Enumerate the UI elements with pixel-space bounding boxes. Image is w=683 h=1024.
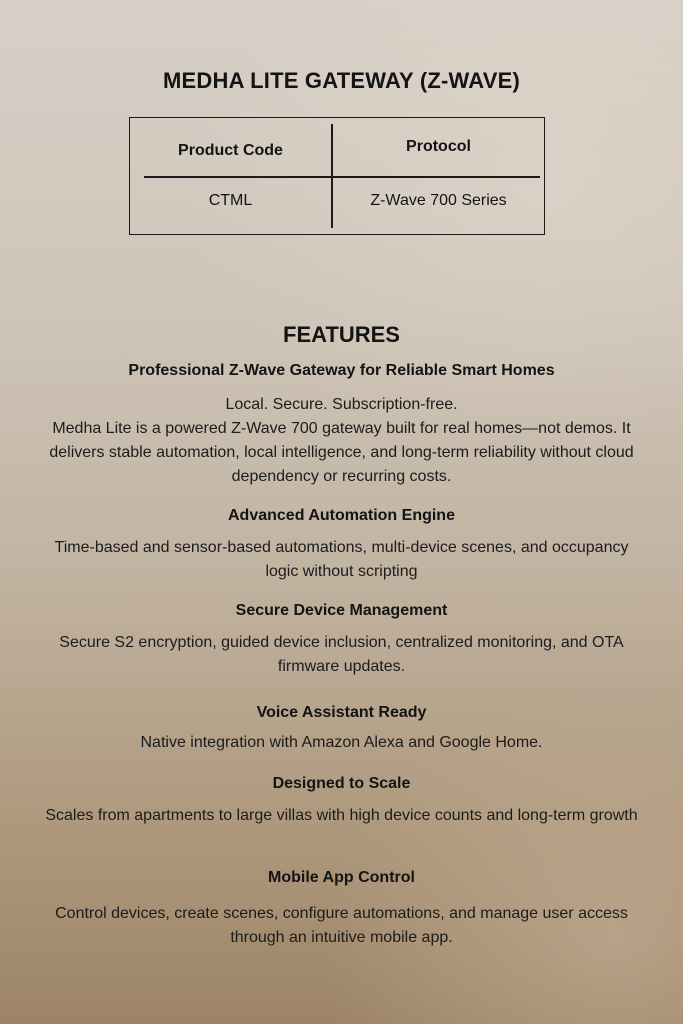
table-cell-protocol: Z-Wave 700 Series <box>370 192 507 209</box>
feature-body: Medha Lite is a powered Z-Wave 700 gateway built for real homes—not demos. It delivers stable automation, local intelligence, and long-term reliability without cloud dependency or recurring costs. <box>49 420 634 485</box>
feature-body: Native integration with Amazon Alexa and Google Home. <box>140 734 543 751</box>
table-header-protocol: Protocol <box>406 138 471 155</box>
table-cell-product-code: CTML <box>208 192 253 209</box>
feature-title: Mobile App Control <box>268 869 415 886</box>
feature-title: Professional Z-Wave Gateway for Reliable Smart Homes <box>128 362 555 379</box>
feature-device-management <box>40 601 643 679</box>
features-heading: FEATURES <box>283 322 400 347</box>
spec-table <box>129 117 545 235</box>
page-title: MEDHA LITE GATEWAY (Z-WAVE) <box>163 68 520 93</box>
feature-tagline: Local. Secure. Subscription-free. <box>225 396 458 413</box>
feature-title: Secure Device Management <box>235 602 448 619</box>
feature-voice-assistant <box>40 703 643 755</box>
feature-body: Secure S2 encryption, guided device inclusion, centralized monitoring, and OTA firmware updates. <box>59 634 624 675</box>
feature-body: Scales from apartments to large villas with high device counts and long-term growth <box>45 807 638 824</box>
feature-title: Designed to Scale <box>272 775 411 792</box>
feature-scale <box>40 774 643 828</box>
table-header-product-code: Product Code <box>178 142 283 159</box>
table-row-divider <box>144 176 540 178</box>
feature-body: Control devices, create scenes, configure automations, and manage user access through an intuitive mobile app. <box>55 905 628 946</box>
feature-title: Voice Assistant Ready <box>256 704 427 721</box>
feature-automation <box>40 506 643 584</box>
feature-body: Time-based and sensor-based automations, multi-device scenes, and occupancy logic without scripting <box>54 539 629 580</box>
feature-mobile-app <box>40 868 643 950</box>
feature-title: Advanced Automation Engine <box>228 507 455 524</box>
feature-intro <box>40 361 643 489</box>
